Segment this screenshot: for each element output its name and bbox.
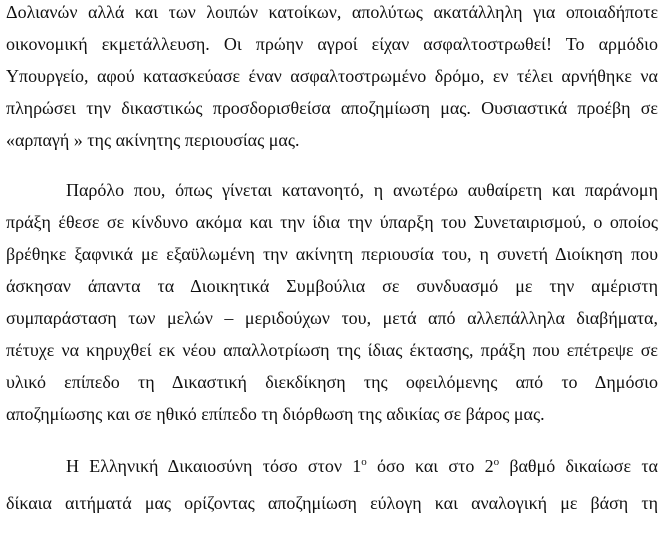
text-line: πράξη έθεσε σε κίνδυνο ακόμα και την ίδια την ύπαρξη του Συνεταιρισμού, ο οποίος bbox=[6, 212, 658, 232]
ordinal-superscript: ο bbox=[361, 456, 367, 468]
text-line: συμπαράσταση των μελών – μεριδούχων του, μετά από αλλεπάλληλα διαβήματα, bbox=[6, 308, 658, 328]
text-line: δίκαια αιτήματά μας ορίζοντας αποζημίωση εύλογη και αναλογική με βάση τη bbox=[6, 493, 658, 513]
text-line: πληρώσει την δικαστικώς προσδορισθείσα αποζημίωση μας. Ουσιαστικά προέβη σε bbox=[6, 98, 658, 118]
text-line: οικονομική εκμετάλλευση. Οι πρώην αγροί είχαν ασφαλτοστρωθεί! Το αρμόδιο bbox=[6, 34, 658, 54]
text-line bbox=[66, 455, 658, 477]
text-segment: βαθμό δικαίωσε τα bbox=[499, 456, 658, 476]
text-line: πέτυχε να κηρυχθεί εκ νέου απαλλοτρίωση της ίδιας έκτασης, πράξη που επέτρεψε σε bbox=[6, 340, 658, 360]
text-line: υλικό επίπεδο τη Δικαστική διεκδίκηση της οφειλόμενης από το Δημόσιο bbox=[6, 372, 658, 392]
text-line: «αρπαγή » της ακίνητης περιουσίας μας. bbox=[6, 130, 300, 150]
text-line: Δολιανών αλλά και των λοιπών κατοίκων, απολύτως ακατάλληλη για οποιαδήποτε bbox=[6, 2, 658, 22]
text-segment: Η Ελληνική Δικαιοσύνη τόσο στον 1 bbox=[66, 456, 362, 476]
ordinal-superscript: ο bbox=[493, 456, 500, 468]
text-line: βρέθηκε ξαφνικά με εξαϋλωμένη την ακίνητη περιουσία του, η συνετή Διοίκηση που bbox=[6, 244, 658, 264]
text-line: αποζημίωσης και σε ηθικό επίπεδο τη διόρθωση της αδικίας σε βάρος μας. bbox=[6, 404, 545, 424]
text-line: Παρόλο που, όπως γίνεται κατανοητό, η ανωτέρω αυθαίρετη και παράνομη bbox=[66, 180, 658, 200]
text-line: άσκησαν άπαντα τα Διοικητικά Συμβούλια σε συνδυασμό με την αμέριστη bbox=[6, 276, 658, 296]
text-segment: όσο και στο 2 bbox=[366, 456, 494, 476]
text-line: Υπουργείο, αφού κατασκεύασε έναν ασφαλτοστρωμένο δρόμο, εν τέλει αρνήθηκε να bbox=[6, 66, 658, 86]
